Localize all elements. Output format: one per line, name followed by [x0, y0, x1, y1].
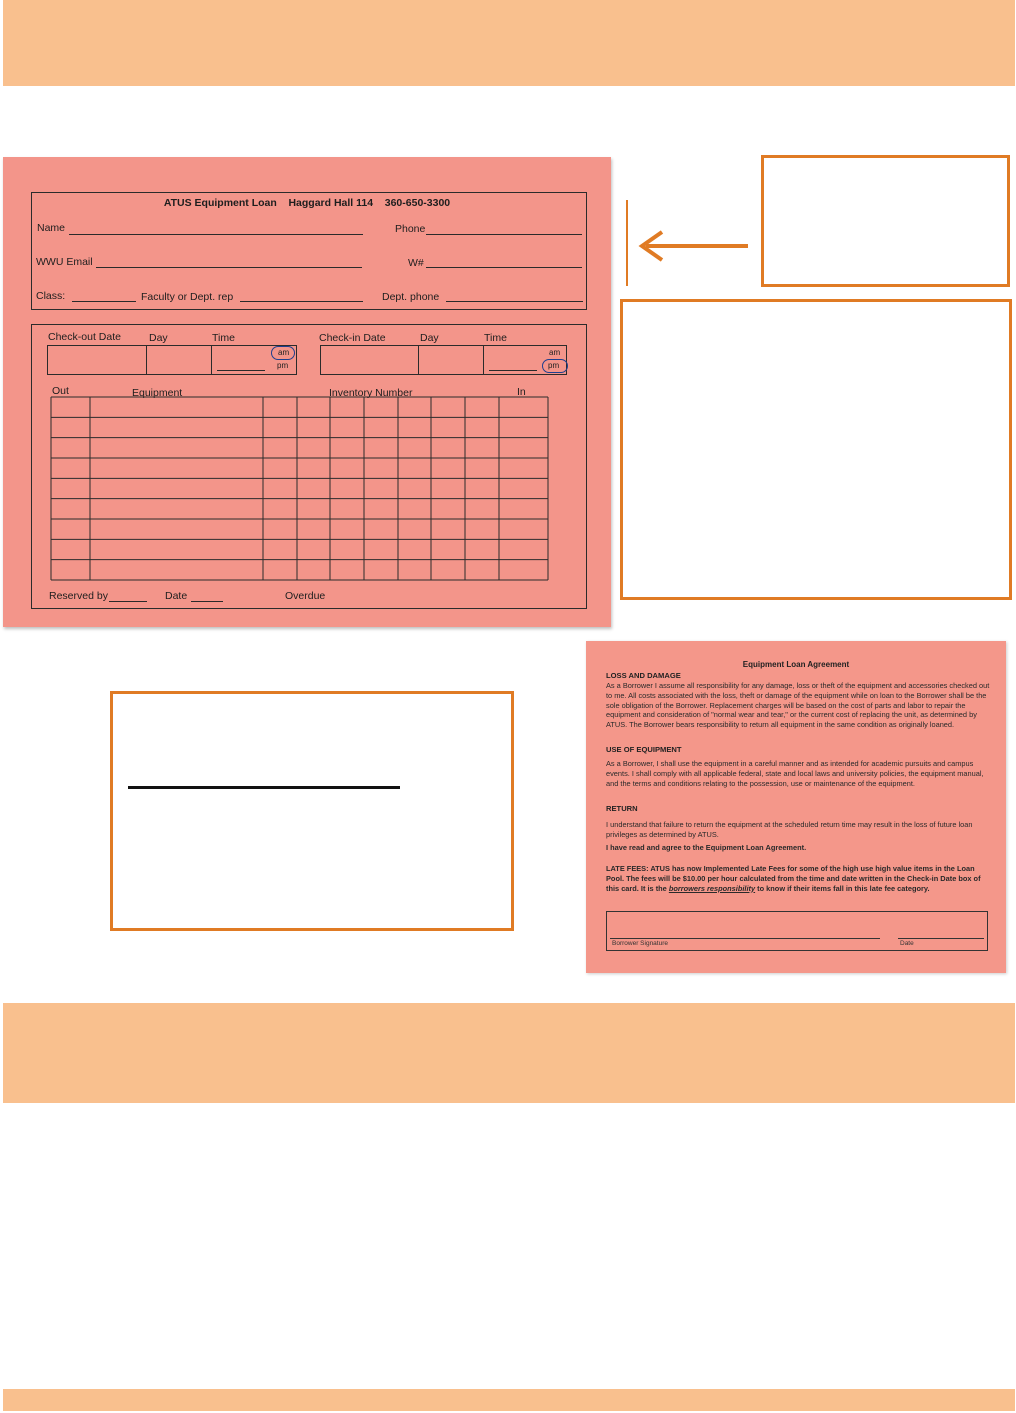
agree-statement: I have read and agree to the Equipment Loan Agreement. — [606, 843, 807, 852]
checkout-day-label: Day — [149, 332, 168, 344]
checkout-am: am — [278, 348, 290, 357]
card-header: ATUS Equipment Loan Haggard Hall 114 360-650-3300 — [163, 197, 451, 209]
callout-rule — [128, 786, 400, 789]
reserved-by-line — [109, 601, 147, 602]
return-heading: RETURN — [606, 804, 638, 813]
signature-line — [610, 938, 880, 939]
dept-phone-label: Dept. phone — [382, 291, 440, 303]
checkout-date-label: Check-out Date — [48, 331, 121, 343]
checkin-day-label: Day — [420, 332, 439, 344]
arrow-left-icon — [622, 196, 752, 288]
return-text: I understand that failure to return the equipment at the scheduled return time may result in the loss of future loan privileges as determined by ATUS. — [606, 820, 973, 839]
signature-label: Borrower Signature — [612, 940, 668, 947]
callout-box-bottom — [110, 691, 514, 931]
w-number-label: W# — [408, 257, 424, 269]
reserved-date-line — [191, 601, 223, 602]
late-fees-emphasis: borrowers responsibility — [668, 883, 756, 893]
checkin-am: am — [549, 348, 561, 357]
signature-date-line — [898, 938, 984, 939]
use-equipment-text: As a Borrower, I shall use the equipment in a careful manner and as intended for academic pursuits and campus events. I shall comply with all applicable federal, state and local laws and university policies, the equipment manual, and the terms and conditions relating to the possession, use or maintenance of the equipment. — [606, 759, 984, 788]
loan-card-front — [3, 157, 611, 627]
class-label: Class: — [36, 290, 66, 302]
callout-box-right — [620, 299, 1012, 600]
checkout-pm: pm — [277, 361, 289, 370]
loss-damage-text: As a Borrower I assume all responsibility for any damage, loss or theft of the equipment and accessories checked out to me. All costs associated with the loss, theft or damage of the equipment while on loan to the Borrower shall be the sole obligation of the Borrower. Replacement charges will be based on the cost of parts and labor to repair the equipment and consideration of "normal wear and tear," or the current cost of replacing the unit, as determined by ATUS. The Borrower bears responsibility to return all equipment in the same condition as originally loaned. — [606, 681, 990, 730]
callout-box-top — [761, 155, 1010, 287]
email-label: WWU Email — [36, 256, 93, 268]
name-label: Name — [37, 222, 66, 234]
use-equipment-heading: USE OF EQUIPMENT — [606, 745, 682, 754]
checkin-pm: pm — [548, 361, 560, 370]
faculty-label: Faculty or Dept. rep — [141, 291, 234, 303]
agreement-title: Equipment Loan Agreement — [742, 660, 850, 669]
late-fees-part2: to know if their items fall in this late fee category. — [755, 883, 930, 893]
equipment-label: Equipment — [132, 387, 183, 399]
checkin-time-label: Time — [484, 332, 507, 344]
loan-card-back — [586, 641, 1006, 973]
checkin-date-label: Check-in Date — [319, 332, 386, 344]
reserved-by-label: Reserved by — [49, 590, 108, 602]
overdue-label: Overdue — [285, 590, 326, 602]
signature-date-label: Date — [900, 940, 914, 947]
reserved-date-label: Date — [165, 590, 188, 602]
phone-label: Phone — [395, 223, 426, 235]
checkout-time-label: Time — [212, 332, 235, 344]
late-fees-part1: LATE FEES: ATUS has now Implemented Late Fees for some of the high use high value items in the Loan Pool. The fees will be $10.00 per hour calculated from the time and date written in the Check-in Date box of this card. It is the — [606, 864, 981, 893]
late-fees-text — [606, 864, 991, 893]
equipment-table — [3, 157, 611, 627]
out-label: Out — [52, 385, 69, 397]
middle-banner — [3, 1003, 1015, 1103]
top-banner — [3, 0, 1015, 86]
inventory-number-label: Inventory Number — [329, 387, 413, 399]
footer-banner — [3, 1389, 1015, 1411]
in-label: In — [517, 386, 526, 398]
loss-damage-heading: LOSS AND DAMAGE — [606, 671, 681, 680]
